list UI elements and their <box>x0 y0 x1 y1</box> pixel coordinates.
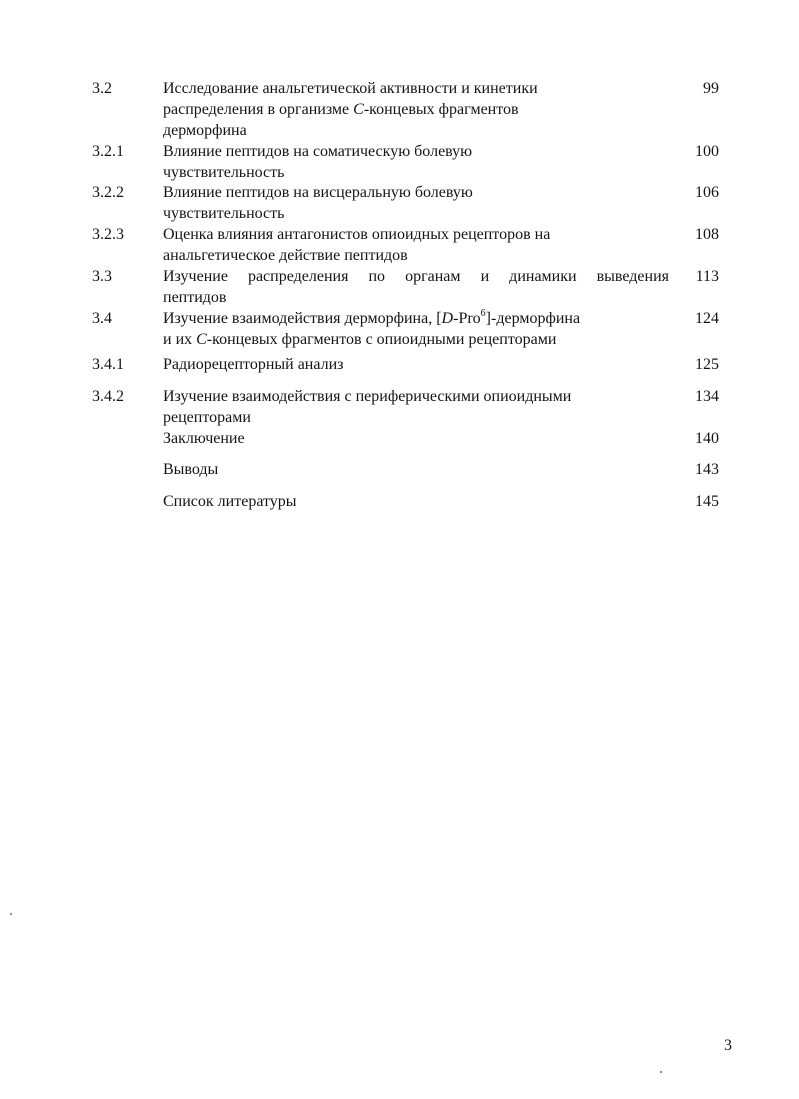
title-text: ]-дерморфина <box>485 310 581 327</box>
toc-title-line <box>163 354 669 375</box>
title-text: Радиорецепторный анализ <box>163 356 344 373</box>
title-text: Выводы <box>163 461 219 478</box>
scan-speck <box>10 913 12 915</box>
toc-entry-page: 106 <box>695 184 719 201</box>
toc-title-line <box>163 407 669 428</box>
toc-title-line <box>163 308 669 329</box>
toc-title-line <box>163 141 669 162</box>
toc-entry-title <box>163 354 669 375</box>
toc-entry-title <box>163 491 669 512</box>
toc-entry-title <box>163 182 669 224</box>
page-number: 3 <box>724 1037 732 1054</box>
toc-title-line <box>163 266 669 287</box>
toc-entry-number: 3.2.2 <box>92 184 124 201</box>
title-text: -Pro <box>453 310 481 327</box>
toc-title-line <box>163 99 669 120</box>
toc-title-line <box>163 428 669 449</box>
title-text: Оценка влияния антагонистов опиоидных рецепторов на <box>163 226 551 243</box>
title-text: чувствительность <box>163 205 285 222</box>
toc-entry-title <box>163 308 669 350</box>
toc-title-line <box>163 78 669 99</box>
toc-entry-page: 145 <box>695 493 719 510</box>
toc-title-line <box>163 162 669 183</box>
toc-title-line <box>163 459 669 480</box>
toc-entry-title <box>163 459 669 480</box>
toc-entry-number: 3.2.3 <box>92 226 124 243</box>
title-text: Влияние пептидов на висцеральную болевую <box>163 184 473 201</box>
title-text: дерморфина <box>163 122 247 139</box>
toc-entry-page: 140 <box>695 430 719 447</box>
toc-entry-page: 99 <box>703 80 719 97</box>
title-text: распределения в организме <box>163 101 354 118</box>
title-text: Список литературы <box>163 493 297 510</box>
title-text: анальгетическое действие пептидов <box>163 247 408 264</box>
toc-entry-number: 3.2.1 <box>92 143 124 160</box>
toc-entry-page: 134 <box>695 388 719 405</box>
toc-title-line <box>163 182 669 203</box>
superscript-text: 6 <box>480 308 486 319</box>
toc-entry-title <box>163 141 669 183</box>
toc-title-line <box>163 491 669 512</box>
toc-title-line <box>163 287 669 308</box>
title-text: рецепторами <box>163 409 251 426</box>
toc-entry-page: 124 <box>695 310 719 327</box>
toc-entry-page: 125 <box>695 356 719 373</box>
scan-speck <box>660 1071 662 1073</box>
toc-entry-title <box>163 428 669 449</box>
toc-entry-title <box>163 78 669 141</box>
toc-entry-number: 3.3 <box>92 268 112 285</box>
title-text: Изучение взаимодействия с периферическими опиоидными <box>163 388 572 405</box>
toc-entry-title <box>163 386 669 428</box>
title-text: -концевых фрагментов <box>363 101 519 118</box>
title-text: Изучение распределения по органам и динамики выведения <box>163 268 669 285</box>
title-text: Заключение <box>163 430 245 447</box>
toc-title-line <box>163 386 669 407</box>
title-text: пептидов <box>163 289 227 306</box>
toc-entry-page: 108 <box>695 226 719 243</box>
title-text: -концевых фрагментов с опиоидными рецепторами <box>206 331 557 348</box>
toc-entry-number: 3.4 <box>92 310 112 327</box>
italic-text: D <box>441 310 454 327</box>
toc-entry-page: 100 <box>695 143 719 160</box>
toc-entry-number: 3.4.2 <box>92 388 124 405</box>
toc-entry-number: 3.4.1 <box>92 356 124 373</box>
toc-entry-title <box>163 266 669 308</box>
toc-title-line <box>163 245 669 266</box>
italic-text: C <box>196 331 207 348</box>
title-text: и их <box>163 331 197 348</box>
toc-entry-page: 143 <box>695 461 719 478</box>
title-text: Изучение взаимодействия дерморфина, [ <box>163 310 442 327</box>
toc-title-line <box>163 224 669 245</box>
toc-entry-page: 113 <box>695 268 719 285</box>
italic-text: C <box>353 101 364 118</box>
title-text: чувствительность <box>163 164 285 181</box>
toc-title-line <box>163 120 669 141</box>
toc-title-line <box>163 329 669 350</box>
title-text: Влияние пептидов на соматическую болевую <box>163 143 473 160</box>
toc-entry-title <box>163 224 669 266</box>
title-text: Исследование анальгетической активности и кинетики <box>163 80 538 97</box>
toc-entry-number: 3.2 <box>92 80 112 97</box>
toc-title-line <box>163 203 669 224</box>
